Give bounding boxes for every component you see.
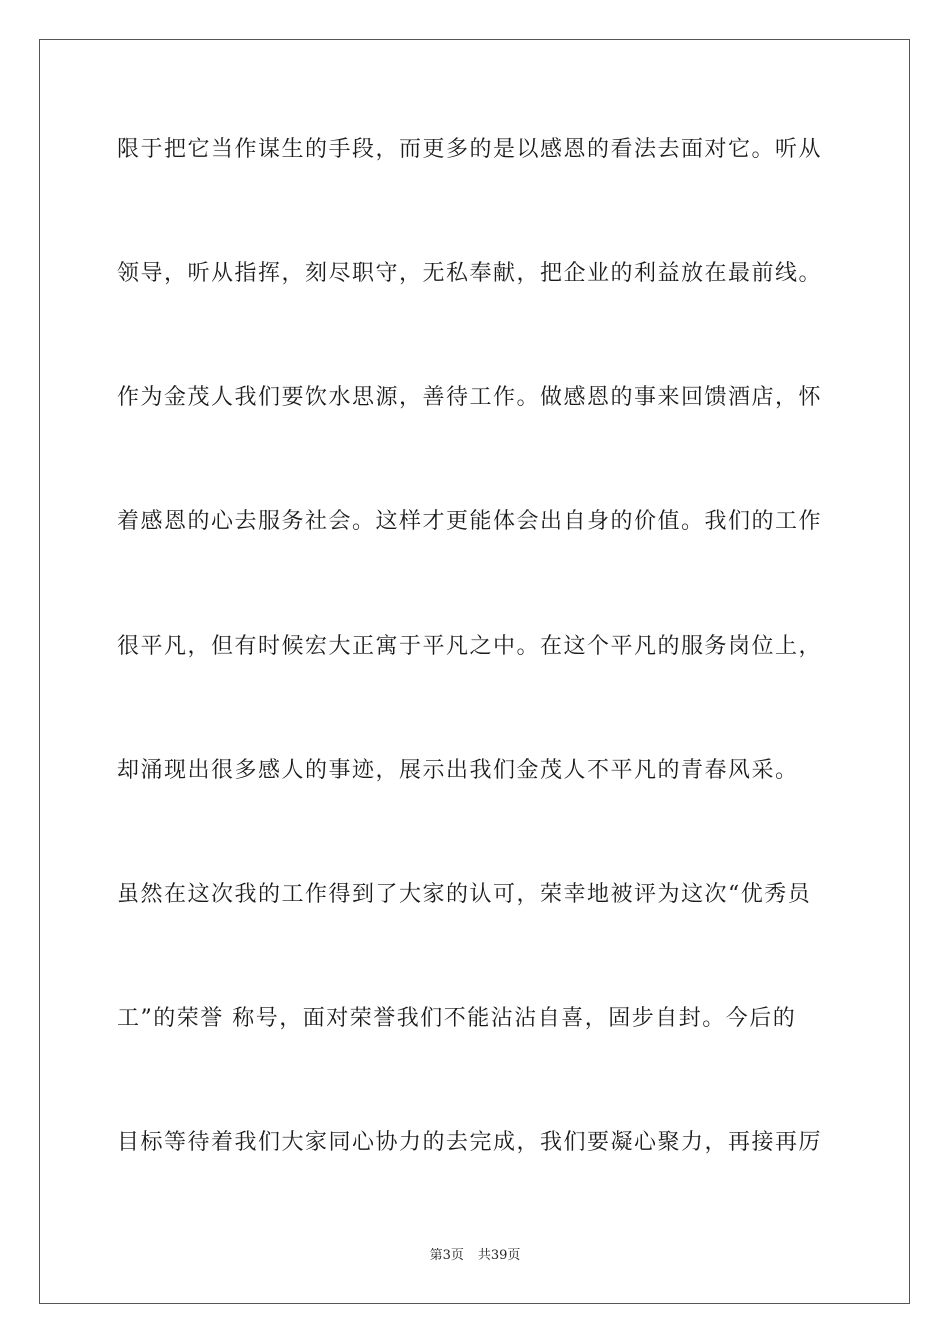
paragraph-line-4: 着感恩的心去服务社会。这样才更能体会出自身的价值。我们的工作 bbox=[117, 509, 823, 534]
paragraph-line-8: 工”的荣誉 称号，面对荣誉我们不能沾沾自喜，固步自封。今后的 bbox=[117, 1006, 797, 1031]
page-total: 共39页 bbox=[477, 1248, 521, 1263]
page-number: 第3页 bbox=[429, 1248, 464, 1263]
page-frame bbox=[39, 39, 910, 1304]
paragraph-line-9: 目标等待着我们大家同心协力的去完成，我们要凝心聚力，再接再厉 bbox=[117, 1130, 823, 1155]
paragraph-line-6: 却涌现出很多感人的事迹，展示出我们金茂人不平凡的青春风采。 bbox=[117, 758, 799, 783]
paragraph-line-7: 虽然在这次我的工作得到了大家的认可，荣幸地被评为这次“优秀员 bbox=[117, 882, 812, 907]
paragraph-line-5: 很平凡，但有时候宏大正寓于平凡之中。在这个平凡的服务岗位上， bbox=[117, 634, 823, 659]
paragraph-line-1: 限于把它当作谋生的手段，而更多的是以感恩的看法去面对它。听从 bbox=[117, 137, 823, 162]
page-footer bbox=[0, 1247, 950, 1265]
paragraph-line-2: 领导，听从指挥，刻尽职守，无私奉献，把企业的利益放在最前线。 bbox=[117, 261, 823, 286]
paragraph-line-3: 作为金茂人我们要饮水思源，善待工作。做感恩的事来回馈酒店，怀 bbox=[117, 385, 823, 410]
